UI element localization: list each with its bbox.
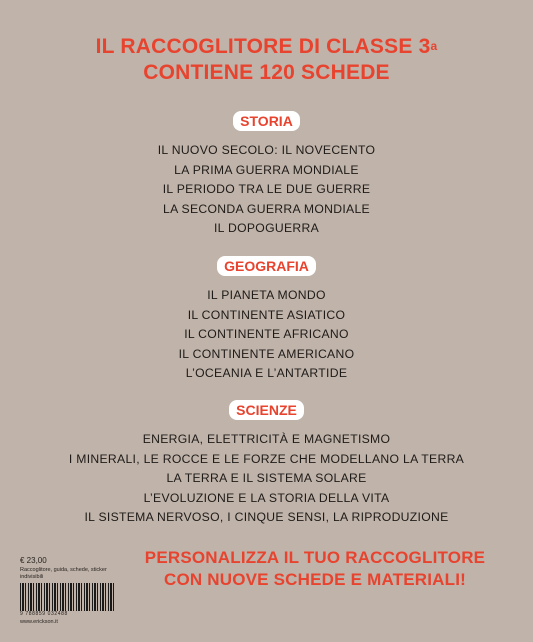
list-item: I MINERALI, LE ROCCE E LE FORZE CHE MODELLANO LA TERRA	[68, 451, 465, 466]
title-line-1	[0, 34, 533, 60]
list-item: IL PIANETA MONDO	[207, 288, 326, 302]
title-line-2: CONTIENE 120 SCHEDE	[143, 61, 390, 84]
list-item: IL SISTEMA NERVOSO, I CINQUE SENSI, LA RIPRODUZIONE	[84, 510, 449, 524]
footer-line-1: PERSONALIZZA IL TUO RACCOGLITORE	[144, 548, 486, 567]
section-scienze	[0, 400, 533, 528]
list-item: L’OCEANIA E L’ANTARTIDE	[185, 366, 348, 380]
list-item: LA PRIMA GUERRA MONDIALE	[174, 162, 359, 177]
list-item: LA TERRA E IL SISTEMA SOLARE	[166, 471, 367, 485]
section-geografia	[0, 256, 533, 384]
list-item: IL CONTINENTE ASIATICO	[187, 307, 346, 322]
list-item: IL CONTINENTE AMERICANO	[178, 346, 355, 361]
title-line-1-text: IL RACCOGLITORE DI CLASSE 3	[95, 35, 431, 58]
section-heading-storia: STORIA	[233, 111, 300, 131]
section-storia	[0, 111, 533, 239]
geografia-list	[0, 286, 533, 384]
storia-list	[0, 141, 533, 239]
publisher-url: www.erickson.it	[20, 619, 58, 625]
barcode-number: 9 788859 032488	[20, 611, 68, 617]
list-item: IL CONTINENTE AFRICANO	[184, 327, 349, 341]
cover-title	[0, 34, 533, 86]
list-item: IL NUOVO SECOLO: IL NOVECENTO	[157, 143, 376, 157]
price-box	[20, 556, 116, 626]
list-item: IL PERIODO TRA LE DUE GUERRE	[162, 182, 371, 196]
barcode	[20, 583, 115, 611]
list-item: LA SECONDA GUERRA MONDIALE	[163, 201, 370, 216]
price: € 23,00	[20, 556, 47, 565]
title-superscript: a	[430, 39, 438, 53]
scienze-list	[0, 430, 533, 528]
section-heading-scienze: SCIENZE	[229, 400, 304, 420]
footer-slogan	[115, 547, 515, 591]
list-item: ENERGIA, ELETTRICITÀ E MAGNETISMO	[142, 432, 391, 446]
list-item: L’EVOLUZIONE E LA STORIA DELLA VITA	[143, 490, 390, 505]
footer-line-2: CON NUOVE SCHEDE E MATERIALI!	[163, 570, 467, 589]
product-description: Raccoglitore, guida, schede, sticker indivisibili	[20, 567, 107, 580]
list-item: IL DOPOGUERRA	[213, 221, 320, 235]
section-heading-geografia: GEOGRAFIA	[217, 256, 316, 276]
